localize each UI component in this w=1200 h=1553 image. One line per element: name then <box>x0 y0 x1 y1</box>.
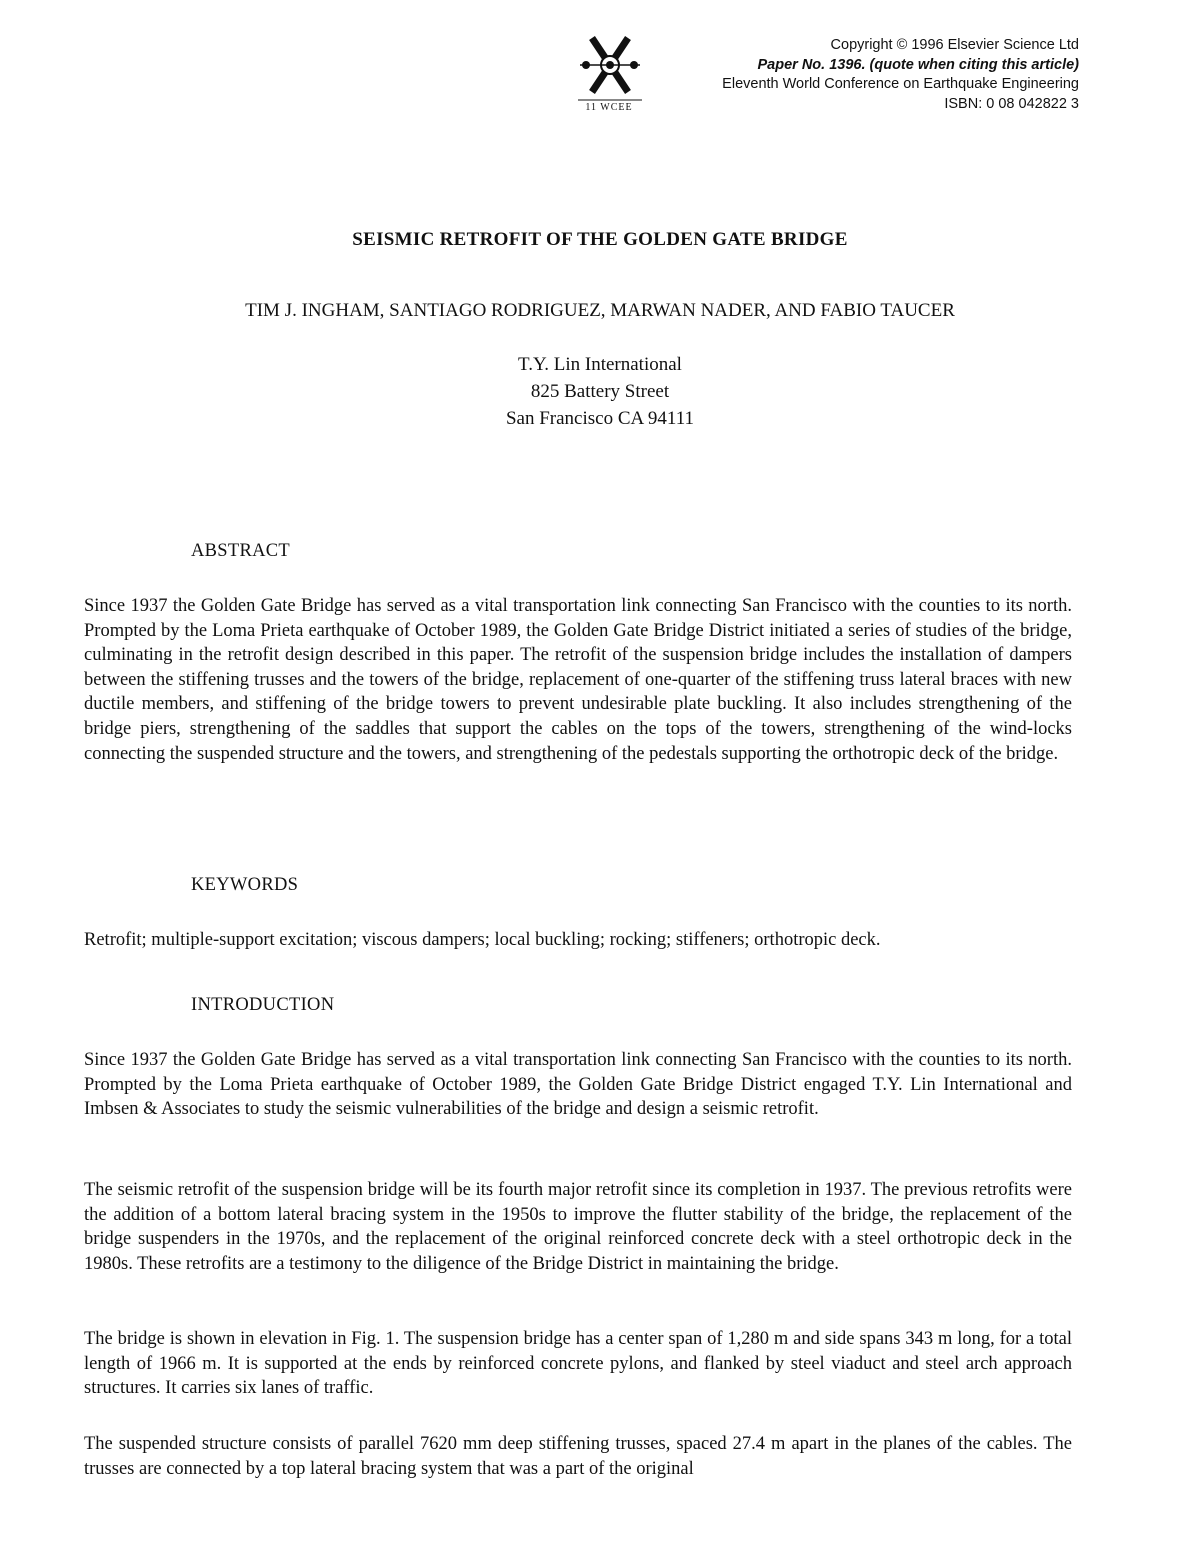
keywords-heading: KEYWORDS <box>191 875 299 895</box>
intro-paragraph-3: The bridge is shown in elevation in Fig. 1. The suspension bridge has a center span of 1,280 m and side spans 343 m long, for a total length of 1966 m. It is supported at the ends by reinforced concrete pylons, and flanked by steel viaduct and steel arch approach structures. It carries six lanes of traffic. <box>84 1329 1072 1399</box>
intro-paragraph-1: Since 1937 the Golden Gate Bridge has served as a vital transportation link connecting San Francisco with the counties to its north. Prompted by the Loma Prieta earthquake of October 1989, the Golden Gate Bridge District engaged T.Y. Lin International and Imbsen & Associates to study the seismic vulnerabilities of the bridge and design a seismic retrofit. <box>84 1050 1072 1120</box>
paper-title: SEISMIC RETROFIT OF THE GOLDEN GATE BRIDGE <box>352 229 848 250</box>
intro-paragraph-4: The suspended structure consists of parallel 7620 mm deep stiffening trusses, spaced 27.4 m apart in the planes of the cables. The trusses are connected by a top lateral bracing system that was a part of the original <box>84 1434 1072 1479</box>
affiliation-city: San Francisco CA 94111 <box>505 408 695 429</box>
copyright-line: Copyright © 1996 Elsevier Science Ltd <box>830 37 1079 53</box>
author-list: TIM J. INGHAM, SANTIAGO RODRIGUEZ, MARWAN NADER, AND FABIO TAUCER <box>245 300 955 321</box>
intro-paragraph-2: The seismic retrofit of the suspension bridge will be its fourth major retrofit since its completion in 1937. The previous retrofits were the addition of a bottom lateral bracing system in the 1950s to improve the flutter stability of the bridge, the replacement of the bridge suspenders in the 1970s, and the replacement of the original reinforced concrete deck with a steel orthotropic deck in the 1980s. These retrofits are a testimony to the diligence of the Bridge District in maintaining the bridge. <box>84 1180 1072 1274</box>
affiliation-street: 825 Battery Street <box>530 381 670 402</box>
paper-number: Paper No. 1396. (quote when citing this article) <box>757 56 1079 73</box>
conference-name: Eleventh World Conference on Earthquake Engineering <box>722 76 1079 92</box>
affiliation-org: T.Y. Lin International <box>518 354 682 375</box>
isbn: ISBN: 0 08 042822 3 <box>944 95 1079 112</box>
citation-header <box>722 36 1079 114</box>
affiliation <box>0 351 1200 432</box>
introduction-heading: INTRODUCTION <box>191 995 335 1015</box>
keywords-text: Retrofit; multiple-support excitation; viscous dampers; local buckling; rocking; stiffeners; orthotropic deck. <box>84 930 881 950</box>
abstract-text: Since 1937 the Golden Gate Bridge has served as a vital transportation link connecting San Francisco with the counties to its north. Prompted by the Loma Prieta earthquake of October 1989, the Golden Gate Bridge District initiated a series of studies of the bridge, culminating in the retrofit design described in this paper. The retrofit of the suspension bridge includes the installation of dampers between the stiffening trusses and the towers of the bridge, replacement of one-quarter of the stiffening truss lateral braces with new ductile members, and stiffening of the bridge towers to prevent undesirable plate buckling. It also includes strengthening of the bridge piers, strengthening of the saddles that support the cables on the tops of the towers, strengthening of the wind-locks connecting the suspended structure and the towers, and strengthening of the pedestals supporting the orthotropic deck of the bridge. <box>84 596 1072 764</box>
abstract-heading: ABSTRACT <box>191 541 291 561</box>
logo-label: 11 WCEE <box>585 102 633 113</box>
